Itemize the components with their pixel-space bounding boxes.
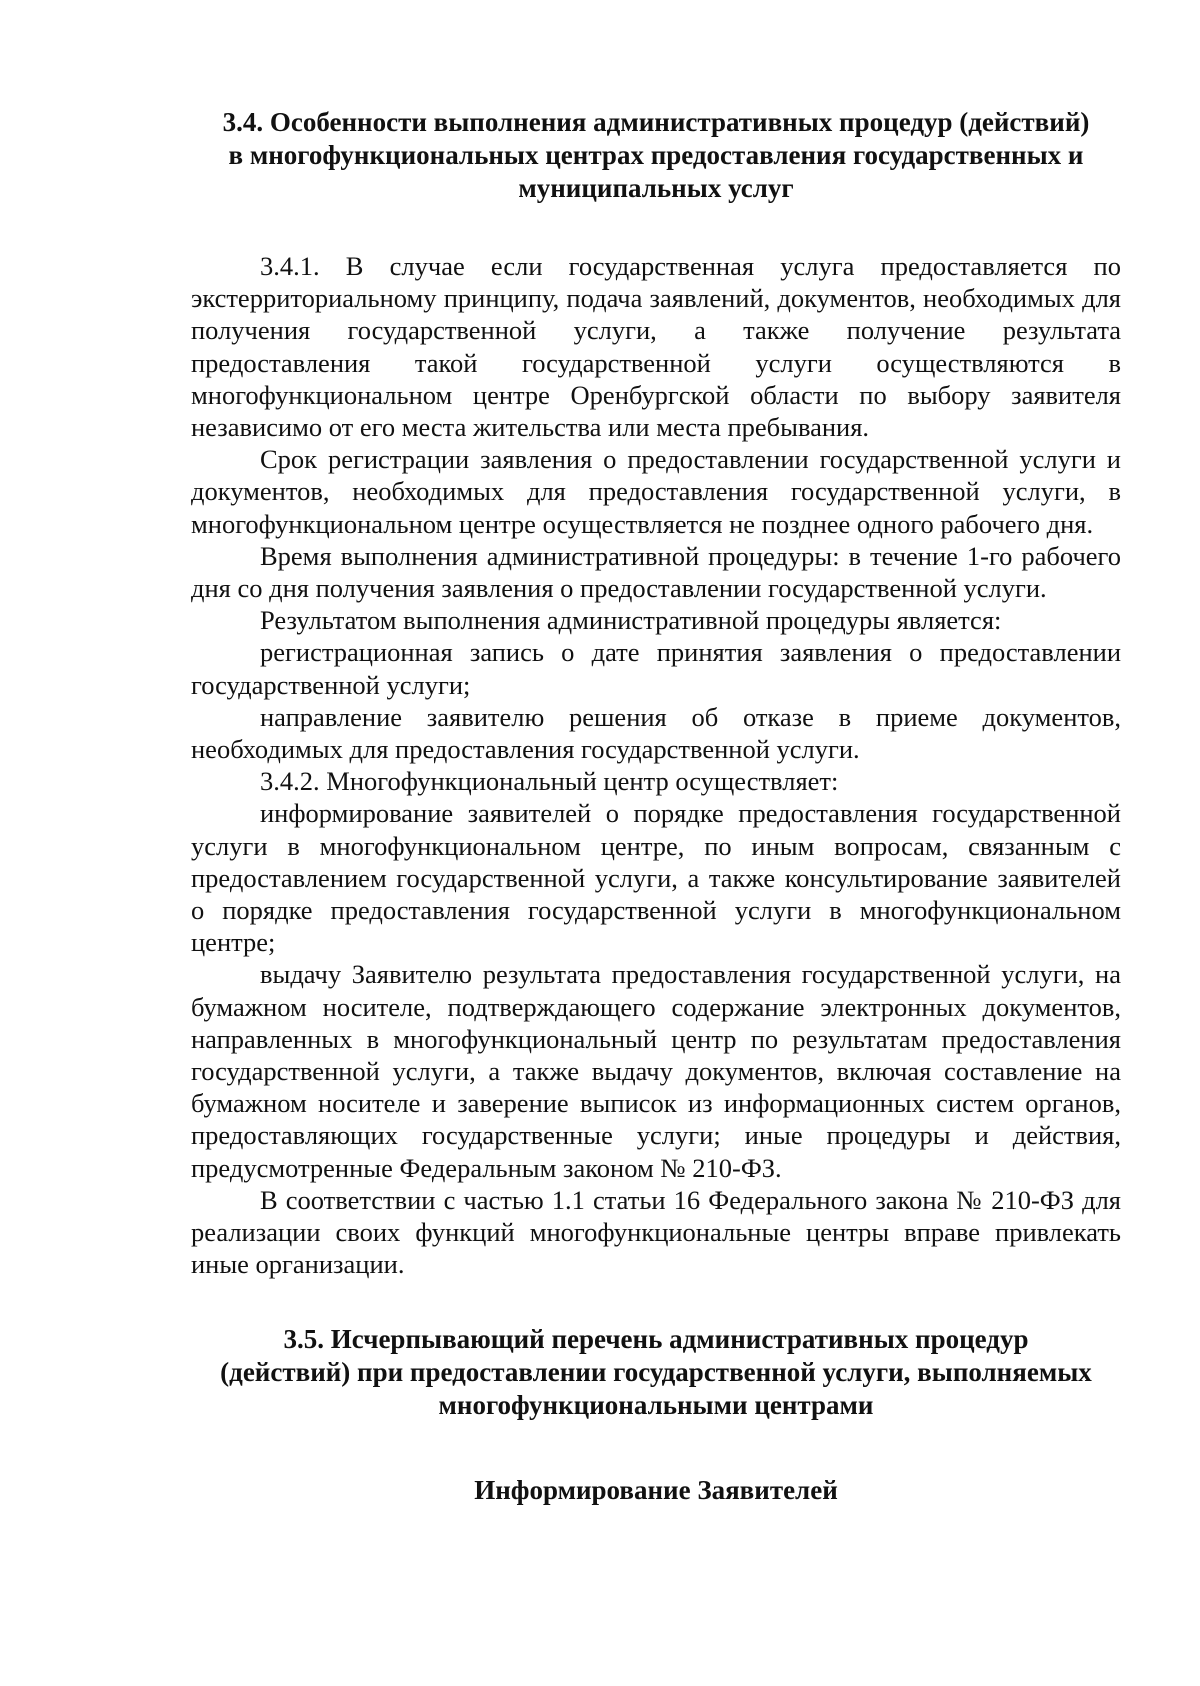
paragraph-procedure-result: Результатом выполнения административной процедуры является: xyxy=(260,605,1002,636)
section-3-4-body xyxy=(191,250,1121,1281)
paragraph-refusal-decision: направление заявителю решения об отказе в приеме документов, необходимых для предоставления государственной услуги. xyxy=(191,701,1121,765)
paragraph-registration-record: регистрационная запись о дате принятия заявления о предоставлении государственной услуги; xyxy=(191,637,1121,700)
paragraph-issuance: выдачу Заявителю результата предоставления государственной услуги, на бумажном носителе, подтверждающего содержание электронных документов, направленных в многофункциональный центр по результатам предоставления государственной услуги, а также выдачу документов, включая составление на бумажном носителе и заверение выписок из информационных систем органов, предоставляющих государственные услуги; иные процедуры и действия, предусмотренные Федеральным законом № 210-ФЗ. xyxy=(191,959,1121,1183)
heading-line: муниципальных услуг xyxy=(518,173,794,203)
heading-line: (действий) при предоставлении государственной услуги, выполняемых xyxy=(220,1356,1092,1387)
section-3-5-heading xyxy=(191,1323,1121,1422)
heading-line: в многофункциональных центрах предоставления государственных и xyxy=(228,140,1084,170)
document-page xyxy=(191,106,1121,1507)
heading-line: 3.5. Исчерпывающий перечень административных процедур xyxy=(283,1323,1029,1354)
heading-line: 3.4. Особенности выполнения административных процедур (действий) xyxy=(222,107,1090,137)
paragraph-other-organizations: В соответствии с частью 1.1 статьи 16 Федерального закона № 210-ФЗ для реализации своих функций многофункциональные центры вправе привлекать иные организации. xyxy=(191,1184,1121,1280)
paragraph-informing: информирование заявителей о порядке предоставления государственной услуги в многофункциональном центре, по иным вопросам, связанным с предоставлением государственной услуги, а также консультирование заявителей о порядке предоставления государственной услуги в многофункциональном центре; xyxy=(191,798,1121,958)
section-3-4-heading xyxy=(191,106,1121,205)
heading-line: многофункциональными центрами xyxy=(438,1389,874,1420)
paragraph-procedure-time: Время выполнения административной процедуры: в течение 1-го рабочего дня со дня получения заявления о предоставлении государственной услуги. xyxy=(191,540,1121,604)
paragraph-3-4-2: 3.4.2. Многофункциональный центр осуществляет: xyxy=(260,766,839,797)
paragraph-3-4-1: 3.4.1. В случае если государственная услуга предоставляется по экстерриториальному принципу, подача заявлений, документов, необходимых для получения государственной услуги, а также получение результата предоставления такой государственной услуги осуществляются в многофункциональном центре Оренбургской области по выбору заявителя независимо от его места жительства или места пребывания. xyxy=(191,251,1121,443)
paragraph-registration-term: Срок регистрации заявления о предоставлении государственной услуги и документов, необходимых для предоставления государственной услуги, в многофункциональном центре осуществляется не позднее одного рабочего дня. xyxy=(191,444,1121,539)
informing-applicants-subheading: Информирование Заявителей xyxy=(474,1474,838,1505)
